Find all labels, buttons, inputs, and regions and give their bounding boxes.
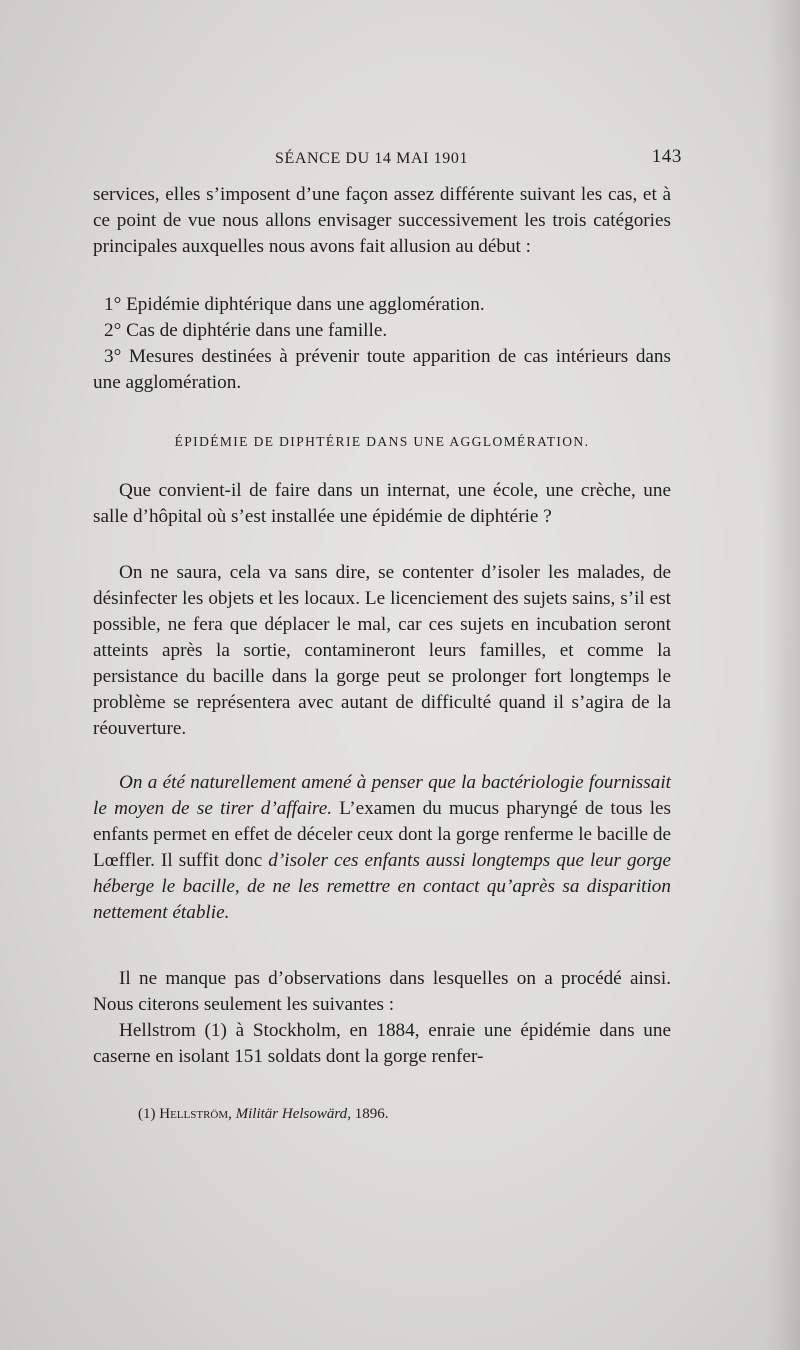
paragraph-4-italic-b: d’isoler ces enfants aussi longtemps que leur gorge héberge le bacille, de ne les remettre en contact qu’après sa disparition nettement établie. — [93, 850, 671, 923]
paragraph-4 — [93, 770, 671, 926]
paragraph-6: Hellstrom (1) à Stockholm, en 1884, enraie une épidémie dans une caserne en isolant 151 soldats dont la gorge renfer- — [93, 1020, 671, 1067]
footnote-marker: (1) — [138, 1106, 160, 1122]
footnote-title: Militär Helsowärd — [235, 1106, 348, 1122]
list-item-1: 1° Epidémie diphtérique dans une agglomération. — [104, 294, 485, 315]
footnote-separator: , — [228, 1106, 236, 1122]
paragraph-1: services, elles s’imposent d’une façon assez différente suivant les cas, et à ce point de vue nous allons envisager successivement les trois catégories principales auxquelles nous avons fait allusion au début : — [93, 184, 671, 257]
paragraph-4-roman: L’examen du mucus pharyngé de tous les enfants permet en effet de déceler ceux dont la gorge renferme le bacille de Lœffler. Il suffit donc — [93, 798, 672, 871]
list-item-3: 3° Mesures destinées à prévenir toute apparition de cas intérieurs dans une agglomération. — [93, 346, 671, 393]
footnote-author: Hellström — [159, 1106, 229, 1122]
page-edge-shadow — [766, 0, 800, 1350]
running-head — [100, 146, 682, 172]
section-heading: ÉPIDÉMIE DE DIPHTÉRIE DANS UNE AGGLOMÉRATION. — [174, 434, 590, 449]
page-number: 143 — [651, 146, 682, 167]
footnote — [138, 1106, 388, 1123]
list-item-2: 2° Cas de diphtérie dans une famille. — [104, 320, 388, 341]
footnote-year: , 1896. — [347, 1106, 389, 1122]
paragraph-2: Que convient-il de faire dans un internat, une école, une crèche, une salle d’hôpital où s’est installée une épidémie de diphtérie ? — [93, 480, 671, 527]
paragraph-3: On ne saura, cela va sans dire, se contenter d’isoler les malades, de désinfecter les objets et les locaux. Le licenciement des sujets sains, s’il est possible, ne fera que déplacer le mal, car ces sujets en incubation seront atteints après la sortie, contamineront leurs familles, et comme la persistance du bacille dans la gorge peut se prolonger fort longtemps le problème se représentera avec autant de difficulté quand il s’agira de la réouverture. — [93, 562, 671, 739]
paragraph-4-italic-a: On a été naturellement amené à penser que la bactériologie fournissait le moyen de se tirer d’affaire. — [93, 772, 671, 819]
running-head-title: SÉANCE DU 14 MAI 1901 — [275, 150, 469, 167]
paragraph-5: Il ne manque pas d’observations dans lesquelles on a procédé ainsi. Nous citerons seulement les suivantes : — [93, 968, 671, 1015]
